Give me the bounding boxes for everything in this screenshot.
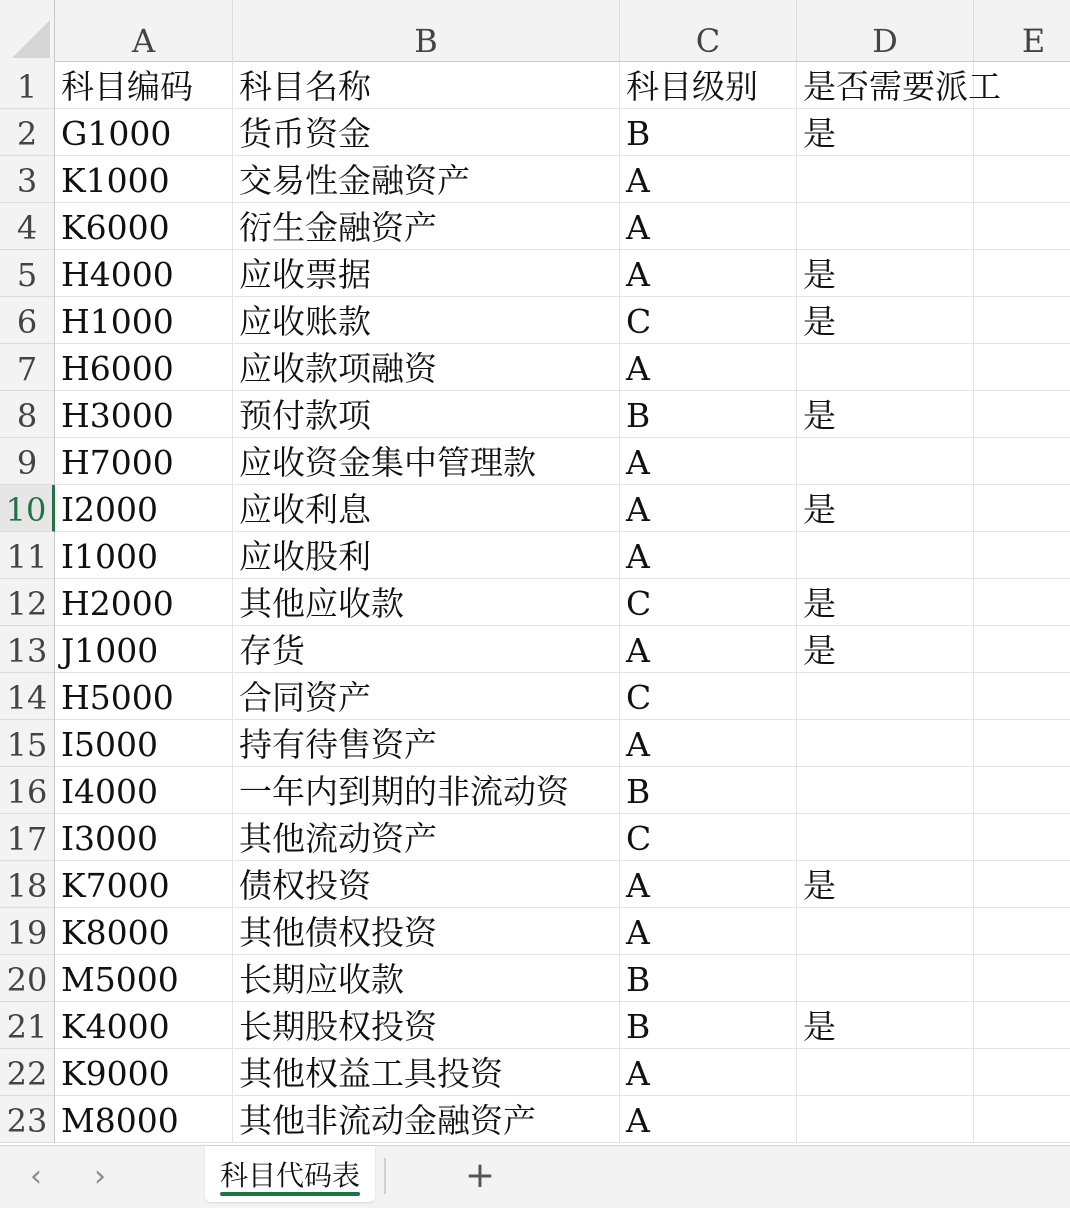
row-header[interactable]: 18 bbox=[0, 861, 55, 908]
table-row bbox=[0, 62, 1070, 109]
table-row bbox=[0, 1049, 1070, 1096]
row-header[interactable]: 6 bbox=[0, 297, 55, 344]
cell-c7[interactable]: A bbox=[620, 344, 797, 391]
cell-d14[interactable] bbox=[797, 673, 974, 720]
prev-sheet-chevron-left-icon[interactable]: ‹ bbox=[30, 1159, 42, 1194]
cell-b1[interactable]: 科目名称 bbox=[233, 62, 620, 109]
cell-b11[interactable]: 应收股利 bbox=[233, 532, 620, 579]
cell-a9[interactable]: H7000 bbox=[55, 438, 233, 485]
table-row bbox=[0, 767, 1070, 814]
row-header[interactable]: 3 bbox=[0, 156, 55, 203]
cell-b22[interactable]: 其他权益工具投资 bbox=[233, 1049, 620, 1096]
cell-a8[interactable]: H3000 bbox=[55, 391, 233, 438]
cell-b7[interactable]: 应收款项融资 bbox=[233, 344, 620, 391]
cell-e17[interactable] bbox=[974, 814, 1070, 861]
cell-e7[interactable] bbox=[974, 344, 1070, 391]
cell-c23[interactable]: A bbox=[620, 1096, 797, 1143]
row-header[interactable]: 9 bbox=[0, 438, 55, 485]
row-header[interactable]: 1 bbox=[0, 62, 55, 109]
cell-a18[interactable]: K7000 bbox=[55, 861, 233, 908]
row-header[interactable]: 21 bbox=[0, 1002, 55, 1049]
cell-b15[interactable]: 持有待售资产 bbox=[233, 720, 620, 767]
sheet-tab-label: 科目代码表 bbox=[219, 1159, 360, 1192]
cell-d9[interactable] bbox=[797, 438, 974, 485]
cell-a13[interactable]: J1000 bbox=[55, 626, 233, 673]
table-row bbox=[0, 532, 1070, 579]
cell-b21[interactable]: 长期股权投资 bbox=[233, 1002, 620, 1049]
table-row bbox=[0, 156, 1070, 203]
row-header[interactable]: 12 bbox=[0, 579, 55, 626]
cell-b19[interactable]: 其他债权投资 bbox=[233, 908, 620, 955]
cell-a4[interactable]: K6000 bbox=[55, 203, 233, 250]
cell-a14[interactable]: H5000 bbox=[55, 673, 233, 720]
table-row bbox=[0, 908, 1070, 955]
cell-d12[interactable]: 是 bbox=[797, 579, 974, 626]
row-header[interactable]: 14 bbox=[0, 673, 55, 720]
cell-b14[interactable]: 合同资产 bbox=[233, 673, 620, 720]
cell-d3[interactable] bbox=[797, 156, 974, 203]
cell-c21[interactable]: B bbox=[620, 1002, 797, 1049]
row-header[interactable]: 15 bbox=[0, 720, 55, 767]
cell-c4[interactable]: A bbox=[620, 203, 797, 250]
cell-a17[interactable]: I3000 bbox=[55, 814, 233, 861]
cell-d21[interactable]: 是 bbox=[797, 1002, 974, 1049]
cell-a6[interactable]: H1000 bbox=[55, 297, 233, 344]
sheet-tab-active[interactable] bbox=[205, 1146, 375, 1202]
cell-a2[interactable]: G1000 bbox=[55, 109, 233, 156]
cell-c18[interactable]: A bbox=[620, 861, 797, 908]
cell-b17[interactable]: 其他流动资产 bbox=[233, 814, 620, 861]
cell-b13[interactable]: 存货 bbox=[233, 626, 620, 673]
row-header[interactable]: 11 bbox=[0, 532, 55, 579]
table-row bbox=[0, 579, 1070, 626]
column-header-a[interactable]: A bbox=[55, 0, 233, 62]
cell-d23[interactable] bbox=[797, 1096, 974, 1143]
cell-d1[interactable]: 是否需要派工 bbox=[797, 62, 974, 109]
row-header[interactable]: 20 bbox=[0, 955, 55, 1002]
row-header[interactable]: 19 bbox=[0, 908, 55, 955]
cell-a22[interactable]: K9000 bbox=[55, 1049, 233, 1096]
cell-e12[interactable] bbox=[974, 579, 1070, 626]
cell-e16[interactable] bbox=[974, 767, 1070, 814]
cell-e9[interactable] bbox=[974, 438, 1070, 485]
cell-e8[interactable] bbox=[974, 391, 1070, 438]
cell-b23[interactable]: 其他非流动金融资产 bbox=[233, 1096, 620, 1143]
cell-a1[interactable]: 科目编码 bbox=[55, 62, 233, 109]
row-header[interactable]: 10 bbox=[0, 485, 55, 532]
table-row bbox=[0, 720, 1070, 767]
cell-d4[interactable] bbox=[797, 203, 974, 250]
cell-a15[interactable]: I5000 bbox=[55, 720, 233, 767]
cell-b5[interactable]: 应收票据 bbox=[233, 250, 620, 297]
cell-e18[interactable] bbox=[974, 861, 1070, 908]
cell-d18[interactable]: 是 bbox=[797, 861, 974, 908]
cell-b16[interactable]: 一年内到期的非流动资 bbox=[233, 767, 620, 814]
cell-c9[interactable]: A bbox=[620, 438, 797, 485]
cell-a20[interactable]: M5000 bbox=[55, 955, 233, 1002]
cell-a19[interactable]: K8000 bbox=[55, 908, 233, 955]
cell-c13[interactable]: A bbox=[620, 626, 797, 673]
cell-b4[interactable]: 衍生金融资产 bbox=[233, 203, 620, 250]
cell-b12[interactable]: 其他应收款 bbox=[233, 579, 620, 626]
column-header-b[interactable]: B bbox=[233, 0, 620, 62]
table-row bbox=[0, 1002, 1070, 1049]
add-sheet-plus-icon[interactable]: + bbox=[464, 1155, 496, 1196]
cell-c11[interactable]: A bbox=[620, 532, 797, 579]
cell-c5[interactable]: A bbox=[620, 250, 797, 297]
cell-a16[interactable]: I4000 bbox=[55, 767, 233, 814]
cell-e14[interactable] bbox=[974, 673, 1070, 720]
cell-c3[interactable]: A bbox=[620, 156, 797, 203]
cell-b6[interactable]: 应收账款 bbox=[233, 297, 620, 344]
column-header-row bbox=[0, 0, 1070, 62]
table-row bbox=[0, 955, 1070, 1002]
cell-b3[interactable]: 交易性金融资产 bbox=[233, 156, 620, 203]
cell-e21[interactable] bbox=[974, 1002, 1070, 1049]
cell-b8[interactable]: 预付款项 bbox=[233, 391, 620, 438]
cell-a21[interactable]: K4000 bbox=[55, 1002, 233, 1049]
cell-a3[interactable]: K1000 bbox=[55, 156, 233, 203]
row-header[interactable]: 22 bbox=[0, 1049, 55, 1096]
row-header[interactable]: 7 bbox=[0, 344, 55, 391]
tab-separator bbox=[384, 1158, 386, 1194]
row-header[interactable]: 5 bbox=[0, 250, 55, 297]
table-row bbox=[0, 485, 1070, 532]
cell-c20[interactable]: B bbox=[620, 955, 797, 1002]
cell-d7[interactable] bbox=[797, 344, 974, 391]
table-row bbox=[0, 1096, 1070, 1143]
table-row bbox=[0, 391, 1070, 438]
cell-e13[interactable] bbox=[974, 626, 1070, 673]
cell-c14[interactable]: C bbox=[620, 673, 797, 720]
cell-c16[interactable]: B bbox=[620, 767, 797, 814]
cell-e11[interactable] bbox=[974, 532, 1070, 579]
column-header-e[interactable]: E bbox=[974, 0, 1070, 62]
table-row bbox=[0, 438, 1070, 485]
cell-b10[interactable]: 应收利息 bbox=[233, 485, 620, 532]
cell-d5[interactable]: 是 bbox=[797, 250, 974, 297]
cell-a23[interactable]: M8000 bbox=[55, 1096, 233, 1143]
cell-a12[interactable]: H2000 bbox=[55, 579, 233, 626]
cell-c22[interactable]: A bbox=[620, 1049, 797, 1096]
row-header[interactable]: 4 bbox=[0, 203, 55, 250]
cell-d22[interactable] bbox=[797, 1049, 974, 1096]
cell-c8[interactable]: B bbox=[620, 391, 797, 438]
cell-e6[interactable] bbox=[974, 297, 1070, 344]
select-all-corner[interactable] bbox=[0, 0, 55, 62]
table-row bbox=[0, 814, 1070, 861]
sheet-tab-bar bbox=[0, 1145, 1070, 1208]
cell-e15[interactable] bbox=[974, 720, 1070, 767]
cell-b9[interactable]: 应收资金集中管理款 bbox=[233, 438, 620, 485]
cell-e4[interactable] bbox=[974, 203, 1070, 250]
cell-d13[interactable]: 是 bbox=[797, 626, 974, 673]
cell-d15[interactable] bbox=[797, 720, 974, 767]
table-row bbox=[0, 109, 1070, 156]
cell-b18[interactable]: 债权投资 bbox=[233, 861, 620, 908]
cell-a11[interactable]: I1000 bbox=[55, 532, 233, 579]
cell-d6[interactable]: 是 bbox=[797, 297, 974, 344]
cell-a7[interactable]: H6000 bbox=[55, 344, 233, 391]
cell-d20[interactable] bbox=[797, 955, 974, 1002]
cell-c17[interactable]: C bbox=[620, 814, 797, 861]
cell-b20[interactable]: 长期应收款 bbox=[233, 955, 620, 1002]
cell-d2[interactable]: 是 bbox=[797, 109, 974, 156]
cell-d16[interactable] bbox=[797, 767, 974, 814]
cell-a10[interactable]: I2000 bbox=[55, 485, 233, 532]
cell-e20[interactable] bbox=[974, 955, 1070, 1002]
next-sheet-chevron-right-icon[interactable]: › bbox=[94, 1159, 106, 1194]
cell-e2[interactable] bbox=[974, 109, 1070, 156]
cell-e10[interactable] bbox=[974, 485, 1070, 532]
row-header[interactable]: 17 bbox=[0, 814, 55, 861]
cell-c12[interactable]: C bbox=[620, 579, 797, 626]
cell-d8[interactable]: 是 bbox=[797, 391, 974, 438]
cell-b2[interactable]: 货币资金 bbox=[233, 109, 620, 156]
table-row bbox=[0, 673, 1070, 720]
cell-c19[interactable]: A bbox=[620, 908, 797, 955]
cell-c6[interactable]: C bbox=[620, 297, 797, 344]
table-row bbox=[0, 203, 1070, 250]
cell-d17[interactable] bbox=[797, 814, 974, 861]
cell-e5[interactable] bbox=[974, 250, 1070, 297]
row-header[interactable]: 13 bbox=[0, 626, 55, 673]
row-header[interactable]: 2 bbox=[0, 109, 55, 156]
cell-e23[interactable] bbox=[974, 1096, 1070, 1143]
cell-c2[interactable]: B bbox=[620, 109, 797, 156]
cell-e19[interactable] bbox=[974, 908, 1070, 955]
cell-e1[interactable] bbox=[974, 62, 1070, 109]
table-row bbox=[0, 297, 1070, 344]
table-row bbox=[0, 344, 1070, 391]
cell-a5[interactable]: H4000 bbox=[55, 250, 233, 297]
column-header-c[interactable]: C bbox=[620, 0, 797, 62]
row-header[interactable]: 23 bbox=[0, 1096, 55, 1143]
table-row bbox=[0, 250, 1070, 297]
cell-c10[interactable]: A bbox=[620, 485, 797, 532]
cell-d19[interactable] bbox=[797, 908, 974, 955]
cell-d11[interactable] bbox=[797, 532, 974, 579]
table-row bbox=[0, 626, 1070, 673]
cell-e22[interactable] bbox=[974, 1049, 1070, 1096]
active-tab-underline bbox=[220, 1192, 360, 1196]
row-header[interactable]: 8 bbox=[0, 391, 55, 438]
table-row bbox=[0, 861, 1070, 908]
row-header[interactable]: 16 bbox=[0, 767, 55, 814]
cell-c15[interactable]: A bbox=[620, 720, 797, 767]
cell-d10[interactable]: 是 bbox=[797, 485, 974, 532]
column-header-d[interactable]: D bbox=[797, 0, 974, 62]
cell-e3[interactable] bbox=[974, 156, 1070, 203]
cell-c1[interactable]: 科目级别 bbox=[620, 62, 797, 109]
